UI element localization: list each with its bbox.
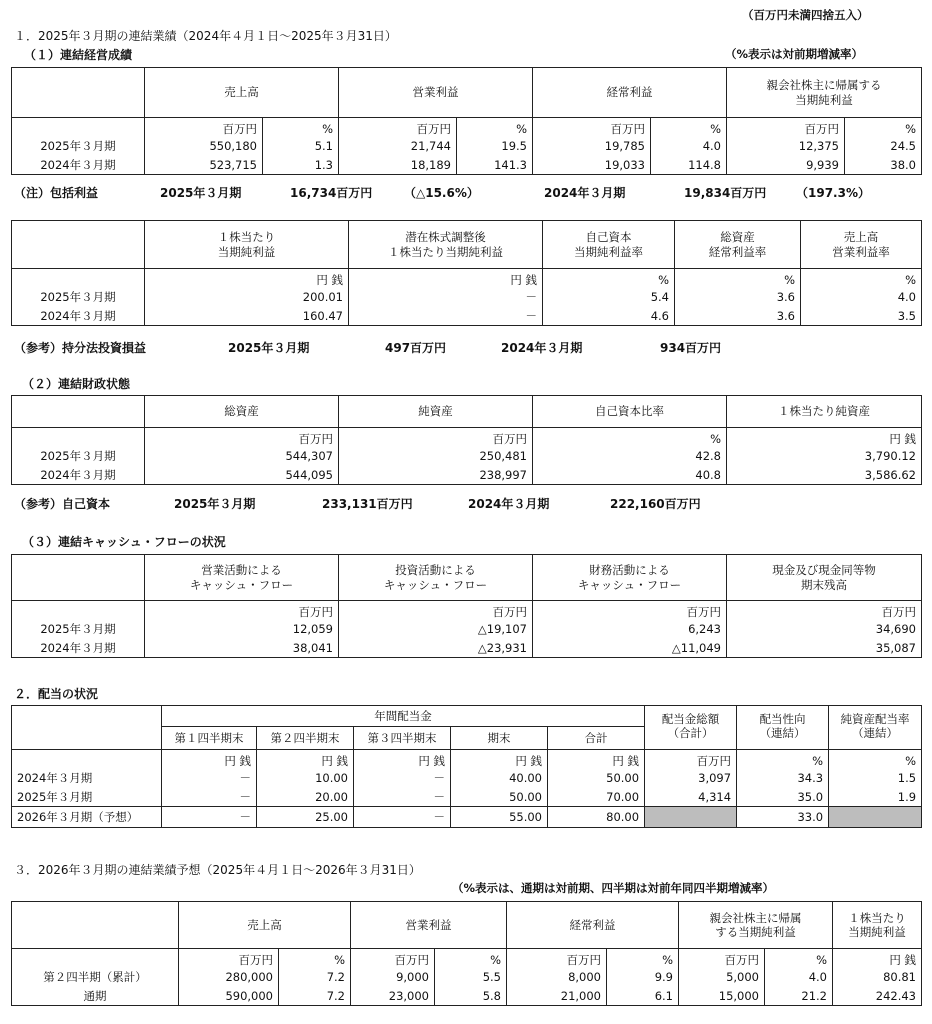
section3-title: （３）連結キャッシュ・フローの状況 <box>22 535 226 549</box>
unit-cell: % <box>651 118 727 137</box>
value-cell: 1.9 <box>829 788 922 807</box>
value-cell: 250,481 <box>339 447 533 466</box>
row-label: 通期 <box>12 987 179 1006</box>
note-period: 2024年３月期 <box>544 186 626 200</box>
value-cell: 50.00 <box>548 769 645 788</box>
unit-cell: 百万円 <box>727 118 845 137</box>
value-cell: 6.1 <box>607 987 679 1006</box>
unit-cell: 百万円 <box>339 428 533 447</box>
value-cell: 33.0 <box>737 807 829 828</box>
unit-cell: % <box>263 118 339 137</box>
value-cell: 35,087 <box>727 639 922 658</box>
unit-cell: 百万円 <box>727 601 922 620</box>
header-operating-cf: 営業活動による キャッシュ・フロー <box>145 555 339 601</box>
unit-cell: 百万円 <box>179 949 279 968</box>
header-net-assets: 純資産 <box>339 396 533 428</box>
value-cell: 15,000 <box>679 987 765 1006</box>
value-cell: 5.5 <box>435 968 507 987</box>
value-cell: 3.5 <box>801 307 922 326</box>
value-cell: 34,690 <box>727 620 922 639</box>
value-cell: 4.6 <box>543 307 675 326</box>
header-total-dividend: 配当金総額 （合計） <box>645 706 737 750</box>
value-cell: 4,314 <box>645 788 737 807</box>
value-cell: 280,000 <box>179 968 279 987</box>
unit-cell: 円 銭 <box>162 750 257 769</box>
shaded-cell <box>829 807 922 828</box>
section5-pct-note: （%表示は、通期は対前期、四半期は対前年同四半期増減率） <box>452 881 775 895</box>
header-roa: 総資産 経常利益率 <box>675 221 801 269</box>
row-label: 2025年３月期 <box>12 788 162 807</box>
value-cell: △11,049 <box>533 639 727 658</box>
unit-cell: 百万円 <box>645 750 737 769</box>
table-row <box>12 788 922 807</box>
row-label: 2026年３月期（予想） <box>12 807 162 828</box>
reference-period: 2024年３月期 <box>501 341 583 355</box>
header-q2: 第２四半期末 <box>257 727 354 750</box>
value-cell: 160.47 <box>145 307 349 326</box>
header-q3: 第３四半期末 <box>354 727 451 750</box>
value-cell: 40.00 <box>451 769 548 788</box>
unit-cell: % <box>737 750 829 769</box>
value-cell: 1.3 <box>263 156 339 175</box>
header-net-income: 親会社株主に帰属する 当期純利益 <box>727 68 922 118</box>
table-row <box>12 769 922 788</box>
unit-cell: % <box>801 269 922 288</box>
value-cell: 544,095 <box>145 466 339 485</box>
value-cell: 21.2 <box>765 987 833 1006</box>
header-forecast-ordinary-income: 経常利益 <box>507 902 679 949</box>
header-forecast-net-income: 親会社株主に帰属 する当期純利益 <box>679 902 833 949</box>
value-cell: 21,744 <box>339 137 457 156</box>
value-cell: 80.00 <box>548 807 645 828</box>
header-eps: １株当たり 当期純利益 <box>145 221 349 269</box>
value-cell: 23,000 <box>351 987 435 1006</box>
header-blank <box>12 68 145 118</box>
value-cell: 523,715 <box>145 156 263 175</box>
forecast-table <box>11 901 922 1006</box>
value-cell: 6,243 <box>533 620 727 639</box>
row-label: 2025年３月期 <box>12 447 145 466</box>
header-roe: 自己資本 当期純利益率 <box>543 221 675 269</box>
value-cell: 7.2 <box>279 987 351 1006</box>
header-bps: １株当たり純資産 <box>727 396 922 428</box>
unit-cell: 百万円 <box>339 601 533 620</box>
table-row <box>12 639 922 658</box>
section2-title: （２）連結財政状態 <box>22 377 131 391</box>
value-cell: 40.8 <box>533 466 727 485</box>
value-cell: 9.9 <box>607 968 679 987</box>
value-cell: △23,931 <box>339 639 533 658</box>
table-row <box>12 307 922 326</box>
value-cell: 3.6 <box>675 288 801 307</box>
unit-cell: 円 銭 <box>451 750 548 769</box>
value-cell: 4.0 <box>651 137 727 156</box>
shaded-cell <box>645 807 737 828</box>
unit-cell: 百万円 <box>679 949 765 968</box>
per-share-table <box>11 220 922 326</box>
header-year-end: 期末 <box>451 727 548 750</box>
value-cell: － <box>349 307 543 326</box>
value-cell: 19,033 <box>533 156 651 175</box>
value-cell: 1.5 <box>829 769 922 788</box>
unit-cell: 百万円 <box>533 118 651 137</box>
note-rate: （△15.6%） <box>404 186 479 200</box>
value-cell: 5,000 <box>679 968 765 987</box>
unit-cell: % <box>845 118 922 137</box>
unit-cell: 円 銭 <box>354 750 451 769</box>
value-cell: － <box>354 788 451 807</box>
value-cell: 3.6 <box>675 307 801 326</box>
value-cell: 38.0 <box>845 156 922 175</box>
row-label: 2025年３月期 <box>12 620 145 639</box>
note-value: 16,734百万円 <box>290 186 373 200</box>
value-cell: 24.5 <box>845 137 922 156</box>
header-diluted-eps: 潜在株式調整後 １株当たり当期純利益 <box>349 221 543 269</box>
header-payout-ratio: 配当性向 （連結） <box>737 706 829 750</box>
unit-cell: % <box>675 269 801 288</box>
value-cell: 10.00 <box>257 769 354 788</box>
unit-cell: 百万円 <box>507 949 607 968</box>
equity-reference-value: 222,160百万円 <box>610 497 701 511</box>
value-cell: 18,189 <box>339 156 457 175</box>
value-cell: 25.00 <box>257 807 354 828</box>
value-cell: － <box>354 807 451 828</box>
value-cell: 141.3 <box>457 156 533 175</box>
unit-cell: 百万円 <box>339 118 457 137</box>
header-operating-margin: 売上高 営業利益率 <box>801 221 922 269</box>
row-label: 2025年３月期 <box>12 288 145 307</box>
header-financing-cf: 財務活動による キャッシュ・フロー <box>533 555 727 601</box>
value-cell: 114.8 <box>651 156 727 175</box>
value-cell: 200.01 <box>145 288 349 307</box>
value-cell: △19,107 <box>339 620 533 639</box>
header-forecast-sales: 売上高 <box>179 902 351 949</box>
header-ordinary-income: 経常利益 <box>533 68 727 118</box>
value-cell: 50.00 <box>451 788 548 807</box>
value-cell: 242.43 <box>833 987 922 1006</box>
unit-cell: 円 銭 <box>349 269 543 288</box>
equity-reference-period: 2025年３月期 <box>174 497 256 511</box>
section1-title: １．2025年３月期の連結業績（2024年４月１日～2025年３月31日） <box>14 29 397 43</box>
value-cell: 238,997 <box>339 466 533 485</box>
row-label: 2024年３月期 <box>12 307 145 326</box>
value-cell: 12,059 <box>145 620 339 639</box>
value-cell: 4.0 <box>765 968 833 987</box>
section4-title: ２．配当の状況 <box>14 687 99 701</box>
equity-reference-period: 2024年３月期 <box>468 497 550 511</box>
table-row <box>12 620 922 639</box>
row-label: 第２四半期（累計） <box>12 968 179 987</box>
row-label: 2024年３月期 <box>12 639 145 658</box>
dividend-table <box>11 705 922 828</box>
row-label: 2024年３月期 <box>12 769 162 788</box>
unit-cell: 円 銭 <box>833 949 922 968</box>
value-cell: 12,375 <box>727 137 845 156</box>
table-row <box>12 987 922 1006</box>
unit-cell: % <box>457 118 533 137</box>
table-row <box>12 288 922 307</box>
header-q1: 第１四半期末 <box>162 727 257 750</box>
value-cell: 544,307 <box>145 447 339 466</box>
reference-value: 497百万円 <box>385 341 447 355</box>
header-equity-ratio: 自己資本比率 <box>533 396 727 428</box>
unit-cell: 百万円 <box>533 601 727 620</box>
unit-cell: % <box>607 949 679 968</box>
value-cell: 5.1 <box>263 137 339 156</box>
header-total: 合計 <box>548 727 645 750</box>
row-label: 2025年３月期 <box>12 137 145 156</box>
row-label: 2024年３月期 <box>12 156 145 175</box>
unit-cell: 円 銭 <box>257 750 354 769</box>
value-cell: － <box>354 769 451 788</box>
unit-cell: % <box>435 949 507 968</box>
note-label: （注）包括利益 <box>14 186 99 200</box>
unit-cell: % <box>543 269 675 288</box>
unit-cell: % <box>829 750 922 769</box>
table-row <box>12 156 922 175</box>
value-cell: 21,000 <box>507 987 607 1006</box>
section1-subtitle: （１）連結経営成績 <box>24 48 133 62</box>
value-cell: － <box>162 788 257 807</box>
unit-cell: % <box>279 949 351 968</box>
unit-cell: 円 銭 <box>727 428 922 447</box>
value-cell: 70.00 <box>548 788 645 807</box>
unit-cell: 百万円 <box>351 949 435 968</box>
table-row <box>12 466 922 485</box>
section1-pct-note: （%表示は対前期増減率） <box>725 47 864 61</box>
table-row <box>12 807 922 828</box>
unit-cell: 円 銭 <box>548 750 645 769</box>
financial-position-table <box>11 395 922 485</box>
value-cell: 9,000 <box>351 968 435 987</box>
header-forecast-eps: １株当たり 当期純利益 <box>833 902 922 949</box>
cash-flow-table <box>11 554 922 658</box>
operating-results-table <box>11 67 922 175</box>
equity-reference-label: （参考）自己資本 <box>14 497 111 511</box>
row-label: 2024年３月期 <box>12 466 145 485</box>
note-rate: （197.3%） <box>796 186 870 200</box>
unit-cell: % <box>765 949 833 968</box>
unit-cell: % <box>533 428 727 447</box>
reference-value: 934百万円 <box>660 341 722 355</box>
unit-note: （百万円未満四捨五入） <box>742 8 869 22</box>
value-cell: 9,939 <box>727 156 845 175</box>
value-cell: 55.00 <box>451 807 548 828</box>
header-investing-cf: 投資活動による キャッシュ・フロー <box>339 555 533 601</box>
value-cell: 19,785 <box>533 137 651 156</box>
header-sales: 売上高 <box>145 68 339 118</box>
value-cell: 8,000 <box>507 968 607 987</box>
value-cell: 38,041 <box>145 639 339 658</box>
value-cell: 3,790.12 <box>727 447 922 466</box>
value-cell: 590,000 <box>179 987 279 1006</box>
reference-period: 2025年３月期 <box>228 341 310 355</box>
unit-cell: 百万円 <box>145 428 339 447</box>
note-value: 19,834百万円 <box>684 186 767 200</box>
unit-cell: 円 銭 <box>145 269 349 288</box>
value-cell: 3,586.62 <box>727 466 922 485</box>
unit-cell: 百万円 <box>145 601 339 620</box>
unit-cell: 百万円 <box>145 118 263 137</box>
value-cell: － <box>162 807 257 828</box>
table-row <box>12 968 922 987</box>
section5-title: ３．2026年３月期の連結業績予想（2025年４月１日～2026年３月31日） <box>14 863 421 877</box>
header-cash-balance: 現金及び現金同等物 期末残高 <box>727 555 922 601</box>
value-cell: 20.00 <box>257 788 354 807</box>
value-cell: 5.4 <box>543 288 675 307</box>
equity-reference-value: 233,131百万円 <box>322 497 413 511</box>
value-cell: 550,180 <box>145 137 263 156</box>
value-cell: 3,097 <box>645 769 737 788</box>
header-operating-income: 営業利益 <box>339 68 533 118</box>
value-cell: 35.0 <box>737 788 829 807</box>
value-cell: 7.2 <box>279 968 351 987</box>
value-cell: － <box>349 288 543 307</box>
value-cell: 4.0 <box>801 288 922 307</box>
note-period: 2025年３月期 <box>160 186 242 200</box>
value-cell: 80.81 <box>833 968 922 987</box>
value-cell: 34.3 <box>737 769 829 788</box>
header-total-assets: 総資産 <box>145 396 339 428</box>
header-doe: 純資産配当率 （連結） <box>829 706 922 750</box>
value-cell: 5.8 <box>435 987 507 1006</box>
header-annual-dividend: 年間配当金 <box>162 706 645 727</box>
value-cell: － <box>162 769 257 788</box>
reference-label: （参考）持分法投資損益 <box>14 341 147 355</box>
header-forecast-operating-income: 営業利益 <box>351 902 507 949</box>
value-cell: 19.5 <box>457 137 533 156</box>
table-row <box>12 447 922 466</box>
table-row <box>12 137 922 156</box>
value-cell: 42.8 <box>533 447 727 466</box>
